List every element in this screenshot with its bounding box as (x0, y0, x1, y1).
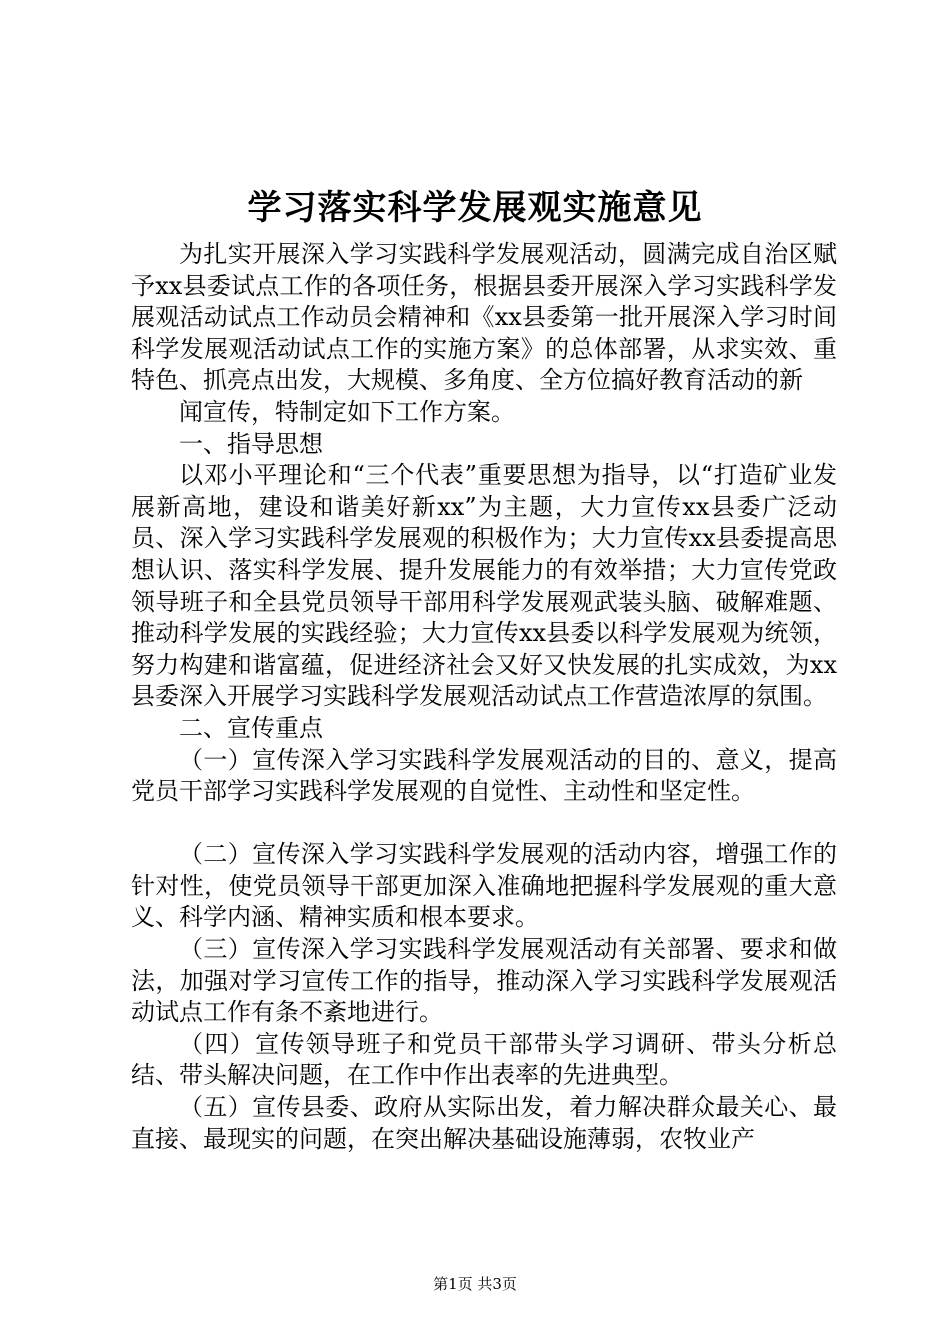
page-number-footer: 第1页 共3页 (433, 1275, 517, 1293)
paragraph-intro: 为扎实开展深入学习实践科学发展观活动，圆满完成自治区赋予xx县委试点工作的各项任务，根据县委开展深入学习实践科学发展观活动试点工作动员会精神和《xx县委第一批开展深入学习时间科学发展观活动试点工作的实施方案》的总体部署，从求实效、重特色、抓亮点出发，大规模、多角度、全方位搞好教育活动的新 (131, 240, 837, 395)
paragraph-intro-continued: 闻宣传，特制定如下工作方案。 (179, 397, 515, 426)
section-heading-guiding-thought: 一、指导思想 (179, 429, 323, 458)
section-heading-publicity-focus: 二、宣传重点 (179, 713, 323, 742)
paragraph-guiding-thought: 以邓小平理论和“三个代表”重要思想为指导，以“打造矿业发展新高地，建设和谐美好新xx”为主题，大力宣传xx县委广泛动员、深入学习实践科学发展观的积极作为；大力宣传xx县委提高思想认识、落实科学发展、提升发展能力的有效举措；大力宣传党政领导班子和全县党员领导干部用科学发展观武装头脑、破解难题、推动科学发展的实践经验；大力宣传xx县委以科学发展观为统领，努力构建和谐富蕴，促进经济社会又好又快发展的扎实成效，为xx县委深入开展学习实践科学发展观活动试点工作营造浓厚的氛围。 (131, 461, 837, 711)
paragraph-focus-2: （二）宣传深入学习实践科学发展观的活动内容，增强工作的针对性，使党员领导干部更加深入准确地把握科学发展观的重大意义、科学内涵、精神实质和根本要求。 (131, 840, 837, 932)
document-title: 学习落实科学发展观实施意见 (247, 188, 703, 228)
paragraph-focus-3: （三）宣传深入学习实践科学发展观活动有关部署、要求和做法，加强对学习宣传工作的指导，推动深入学习实践科学发展观活动试点工作有条不紊地进行。 (131, 935, 837, 1027)
document-body (131, 239, 837, 1155)
paragraph-focus-5: （五）宣传县委、政府从实际出发，着力解决群众最关心、最直接、最现实的问题，在突出解决基础设施薄弱，农牧业产 (131, 1093, 837, 1153)
paragraph-focus-1: （一）宣传深入学习实践科学发展观活动的目的、意义，提高党员干部学习实践科学发展观的自觉性、主动性和坚定性。 (131, 745, 837, 806)
paragraph-focus-4: （四）宣传领导班子和党员干部带头学习调研、带头分析总结、带头解决问题，在工作中作出表率的先进典型。 (131, 1029, 837, 1090)
